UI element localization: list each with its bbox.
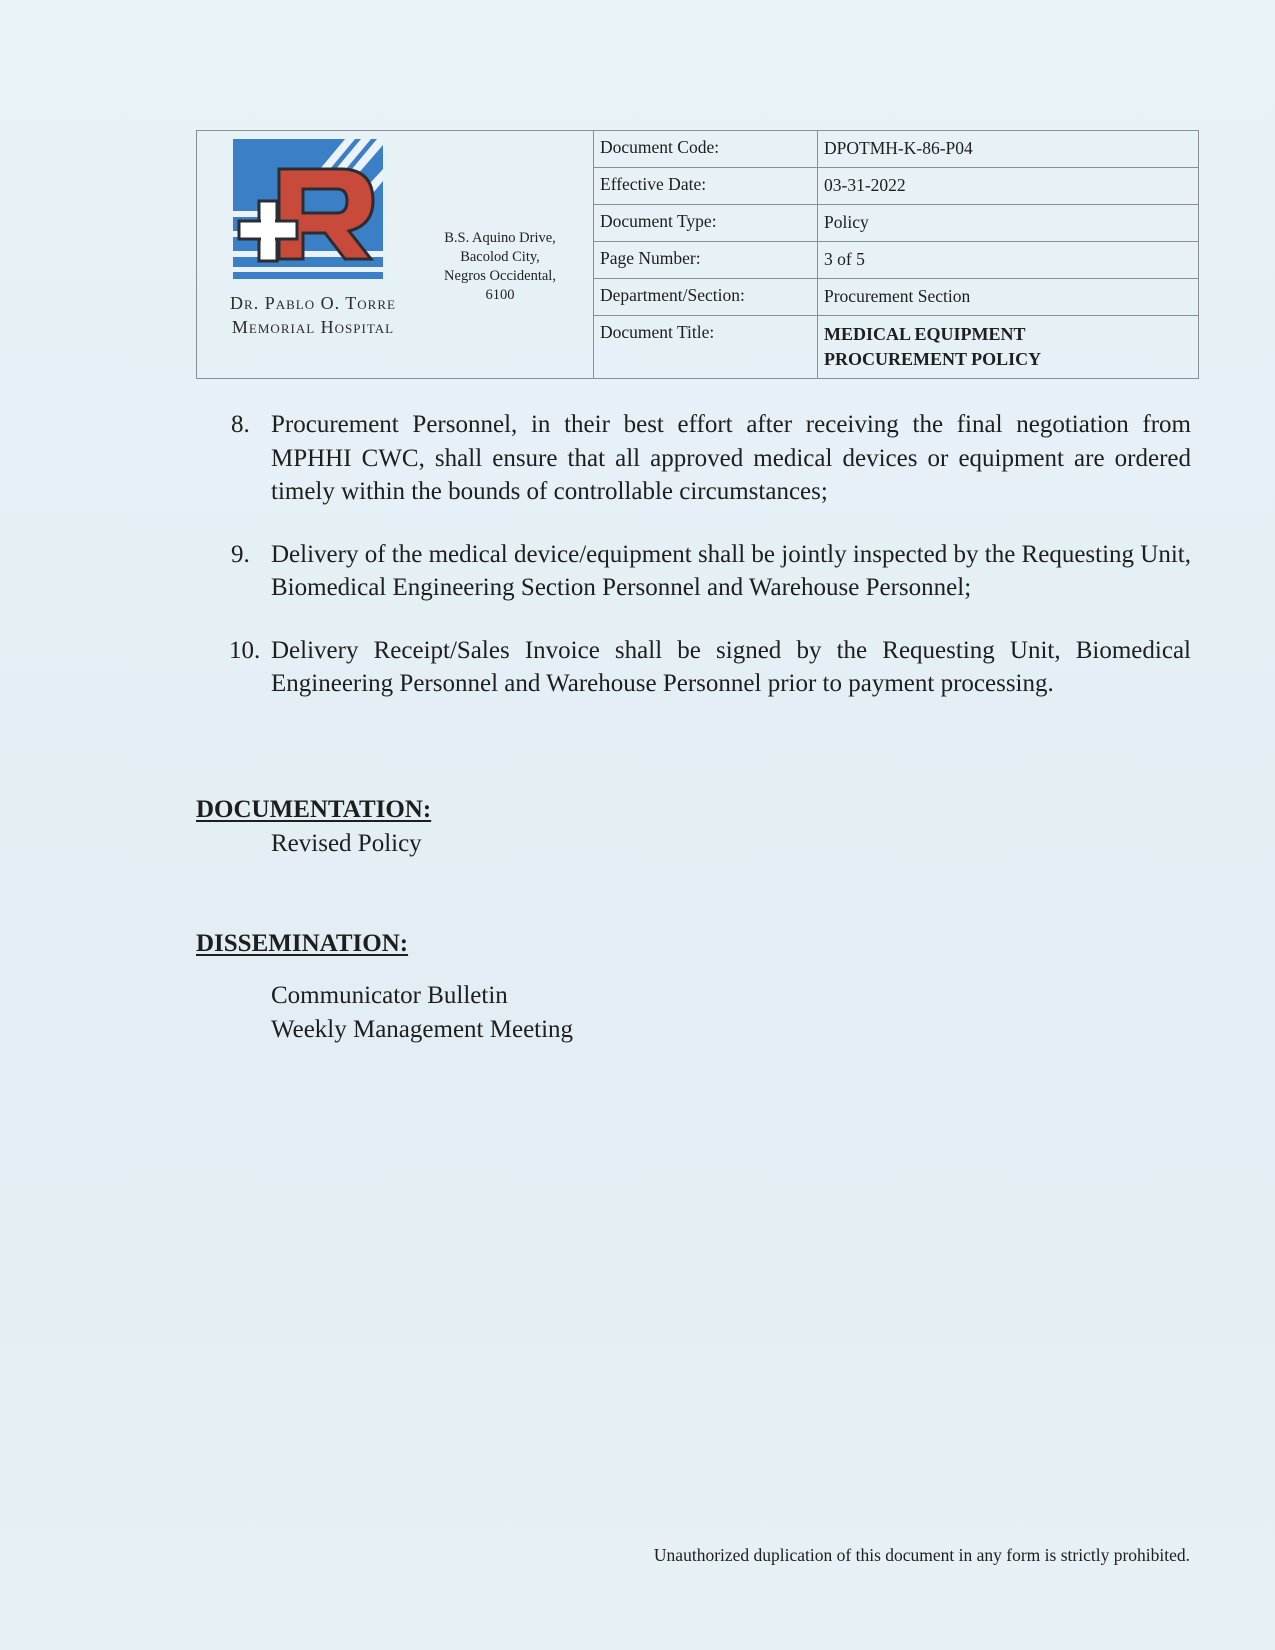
document-title-line-2: PROCUREMENT POLICY xyxy=(824,349,1042,369)
hospital-address xyxy=(425,229,575,305)
documentation-text: Revised Policy xyxy=(271,830,422,857)
footer-disclaimer: Unauthorized duplication of this document in any form is strictly prohibited. xyxy=(653,1545,1190,1565)
dissemination-heading: DISSEMINATION: xyxy=(196,930,409,957)
info-label: Effective Date: xyxy=(594,168,818,204)
info-row-effective-date xyxy=(594,168,1198,205)
hospital-logo xyxy=(233,139,393,291)
info-label: Page Number: xyxy=(594,242,818,278)
info-value: 03-31-2022 xyxy=(824,175,906,195)
document-header-table xyxy=(196,130,1199,379)
logo-cell xyxy=(197,131,594,378)
address-line: Negros Occidental, xyxy=(444,268,556,284)
documentation-body xyxy=(271,827,422,861)
info-row-document-type xyxy=(594,205,1198,242)
documentation-heading: DOCUMENTATION: xyxy=(196,796,432,823)
info-label: Document Code: xyxy=(594,131,818,167)
info-row-document-title xyxy=(594,316,1198,378)
list-item-number: 9. xyxy=(231,540,250,568)
info-label: Document Title: xyxy=(594,316,818,378)
dissemination-line: Communicator Bulletin xyxy=(271,982,508,1009)
list-item-text: Procurement Personnel, in their best effort after receiving the final negotiation from MPHHI CWC, shall ensure that all approved medical devices or equipment are ordered timely within the bounds of controllable circumstances; xyxy=(271,411,1191,505)
list-item xyxy=(231,408,1191,509)
info-label: Document Type: xyxy=(594,205,818,241)
info-label: Department/Section: xyxy=(594,279,818,315)
info-value: Policy xyxy=(824,212,869,232)
list-item xyxy=(231,634,1191,701)
info-row-department xyxy=(594,279,1198,316)
numbered-list xyxy=(231,408,1191,730)
address-line: 6100 xyxy=(485,287,515,303)
list-item-number: 8. xyxy=(231,411,250,438)
address-line: B.S. Aquino Drive, xyxy=(444,230,556,246)
document-title xyxy=(818,316,1198,378)
hospital-name-line-1: Dr. Pablo O. Torre xyxy=(230,293,396,313)
info-value: DPOTMH-K-86-P04 xyxy=(824,138,973,158)
info-row-document-code xyxy=(594,131,1198,168)
info-value: 3 of 5 xyxy=(824,249,865,269)
info-value: Procurement Section xyxy=(824,286,971,306)
dissemination-body xyxy=(271,979,573,1047)
hospital-name xyxy=(203,291,423,339)
list-item-text: Delivery of the medical device/equipment shall be jointly inspected by the Requesting Unit, Biomedical Engineering Section Personnel and Warehouse Personnel; xyxy=(271,540,1191,601)
list-item-number: 10. xyxy=(229,636,261,664)
document-title-line-1: MEDICAL EQUIPMENT xyxy=(824,324,1026,344)
hospital-name-line-2: Memorial Hospital xyxy=(231,317,395,337)
list-item xyxy=(231,538,1191,605)
info-row-page-number xyxy=(594,242,1198,279)
address-line: Bacolod City, xyxy=(460,249,540,265)
list-item-text: Delivery Receipt/Sales Invoice shall be signed by the Requesting Unit, Biomedical Engineering Personnel and Warehouse Personnel prior to payment processing. xyxy=(271,636,1191,697)
document-info-table xyxy=(594,131,1198,378)
dissemination-line: Weekly Management Meeting xyxy=(271,1016,574,1043)
